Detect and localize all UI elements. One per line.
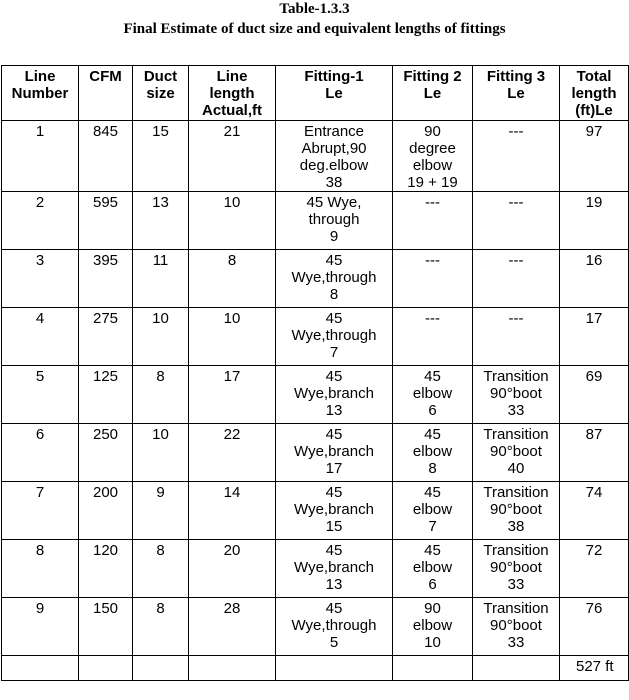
cell-fitting-1: 45 Wye, through 9 bbox=[276, 192, 393, 250]
total-empty-cell bbox=[276, 656, 393, 681]
cell-duct-size: 9 bbox=[133, 482, 189, 540]
cell-fitting-3: Transition 90°boot 33 bbox=[473, 540, 560, 598]
table-row bbox=[2, 308, 629, 366]
cell-fitting-2: 90 elbow 10 bbox=[393, 598, 473, 656]
cell-cfm: 595 bbox=[79, 192, 133, 250]
table-row bbox=[2, 366, 629, 424]
cell-total-length: 16 bbox=[560, 250, 629, 308]
cell-fitting-1: 45 Wye,branch 15 bbox=[276, 482, 393, 540]
header-fitting-1: Fitting-1 Le bbox=[276, 66, 393, 121]
table-row bbox=[2, 192, 629, 250]
cell-fitting-1: 45 Wye,through 5 bbox=[276, 598, 393, 656]
table-row bbox=[2, 424, 629, 482]
cell-line-length: 10 bbox=[189, 308, 276, 366]
table-label: Table-1.3.3 bbox=[279, 1, 350, 17]
cell-fitting-3: Transition 90°boot 33 bbox=[473, 366, 560, 424]
cell-total-length: 76 bbox=[560, 598, 629, 656]
cell-fitting-3: Transition 90°boot 33 bbox=[473, 598, 560, 656]
cell-line-number: 2 bbox=[2, 192, 79, 250]
cell-line-length: 14 bbox=[189, 482, 276, 540]
cell-fitting-2: --- bbox=[393, 192, 473, 250]
cell-total-length: 72 bbox=[560, 540, 629, 598]
cell-fitting-2: 45 elbow 8 bbox=[393, 424, 473, 482]
cell-duct-size: 10 bbox=[133, 308, 189, 366]
cell-line-length: 28 bbox=[189, 598, 276, 656]
cell-total-length: 74 bbox=[560, 482, 629, 540]
table-row bbox=[2, 250, 629, 308]
cell-line-number: 3 bbox=[2, 250, 79, 308]
header-row bbox=[2, 66, 629, 121]
cell-line-number: 8 bbox=[2, 540, 79, 598]
cell-fitting-1: 45 Wye,branch 13 bbox=[276, 366, 393, 424]
cell-fitting-1: 45 Wye,branch 13 bbox=[276, 540, 393, 598]
cell-line-length: 8 bbox=[189, 250, 276, 308]
total-empty-cell bbox=[133, 656, 189, 681]
cell-line-number: 1 bbox=[2, 121, 79, 192]
cell-fitting-2: --- bbox=[393, 250, 473, 308]
cell-fitting-1: Entrance Abrupt,90 deg.elbow 38 bbox=[276, 121, 393, 192]
cell-line-number: 6 bbox=[2, 424, 79, 482]
header-line-length: Line length Actual,ft bbox=[189, 66, 276, 121]
table-title: Final Estimate of duct size and equivalent lengths of fittings bbox=[123, 21, 506, 37]
total-empty-cell bbox=[79, 656, 133, 681]
cell-total-length: 69 bbox=[560, 366, 629, 424]
cell-fitting-3: Transition 90°boot 40 bbox=[473, 424, 560, 482]
header-cfm: CFM bbox=[79, 66, 133, 121]
header-fitting-2: Fitting 2 Le bbox=[393, 66, 473, 121]
cell-cfm: 395 bbox=[79, 250, 133, 308]
table-row bbox=[2, 598, 629, 656]
total-empty-cell bbox=[393, 656, 473, 681]
cell-cfm: 250 bbox=[79, 424, 133, 482]
cell-duct-size: 8 bbox=[133, 598, 189, 656]
cell-total-length: 17 bbox=[560, 308, 629, 366]
cell-line-length: 22 bbox=[189, 424, 276, 482]
cell-line-number: 7 bbox=[2, 482, 79, 540]
total-row bbox=[2, 656, 629, 681]
cell-fitting-2: 90 degree elbow 19 + 19 bbox=[393, 121, 473, 192]
cell-total-length: 97 bbox=[560, 121, 629, 192]
cell-cfm: 120 bbox=[79, 540, 133, 598]
cell-fitting-1: 45 Wye,through 7 bbox=[276, 308, 393, 366]
header-fitting-3: Fitting 3 Le bbox=[473, 66, 560, 121]
cell-duct-size: 8 bbox=[133, 540, 189, 598]
cell-fitting-1: 45 Wye,through 8 bbox=[276, 250, 393, 308]
cell-duct-size: 10 bbox=[133, 424, 189, 482]
total-empty-cell bbox=[189, 656, 276, 681]
cell-fitting-2: 45 elbow 6 bbox=[393, 366, 473, 424]
cell-duct-size: 11 bbox=[133, 250, 189, 308]
cell-cfm: 200 bbox=[79, 482, 133, 540]
cell-cfm: 275 bbox=[79, 308, 133, 366]
cell-fitting-3: --- bbox=[473, 308, 560, 366]
cell-line-number: 5 bbox=[2, 366, 79, 424]
cell-fitting-3: Transition 90°boot 38 bbox=[473, 482, 560, 540]
cell-line-length: 21 bbox=[189, 121, 276, 192]
cell-fitting-1: 45 Wye,branch 17 bbox=[276, 424, 393, 482]
cell-line-number: 4 bbox=[2, 308, 79, 366]
header-line-number: Line Number bbox=[2, 66, 79, 121]
cell-fitting-2: 45 elbow 7 bbox=[393, 482, 473, 540]
cell-cfm: 845 bbox=[79, 121, 133, 192]
cell-duct-size: 15 bbox=[133, 121, 189, 192]
cell-fitting-3: --- bbox=[473, 250, 560, 308]
table-row bbox=[2, 540, 629, 598]
cell-total-length: 87 bbox=[560, 424, 629, 482]
cell-duct-size: 13 bbox=[133, 192, 189, 250]
table-row bbox=[2, 121, 629, 192]
cell-line-length: 10 bbox=[189, 192, 276, 250]
cell-fitting-2: --- bbox=[393, 308, 473, 366]
cell-line-number: 9 bbox=[2, 598, 79, 656]
total-empty-cell bbox=[473, 656, 560, 681]
cell-duct-size: 8 bbox=[133, 366, 189, 424]
total-length-cell: 527 ft bbox=[560, 656, 629, 681]
header-duct-size: Duct size bbox=[133, 66, 189, 121]
cell-fitting-3: --- bbox=[473, 121, 560, 192]
header-total-length: Total length (ft)Le bbox=[560, 66, 629, 121]
cell-fitting-2: 45 elbow 6 bbox=[393, 540, 473, 598]
cell-line-length: 20 bbox=[189, 540, 276, 598]
duct-estimate-table bbox=[1, 65, 629, 681]
total-empty-cell bbox=[2, 656, 79, 681]
cell-total-length: 19 bbox=[560, 192, 629, 250]
table-row bbox=[2, 482, 629, 540]
cell-fitting-3: --- bbox=[473, 192, 560, 250]
cell-line-length: 17 bbox=[189, 366, 276, 424]
cell-cfm: 150 bbox=[79, 598, 133, 656]
cell-cfm: 125 bbox=[79, 366, 133, 424]
